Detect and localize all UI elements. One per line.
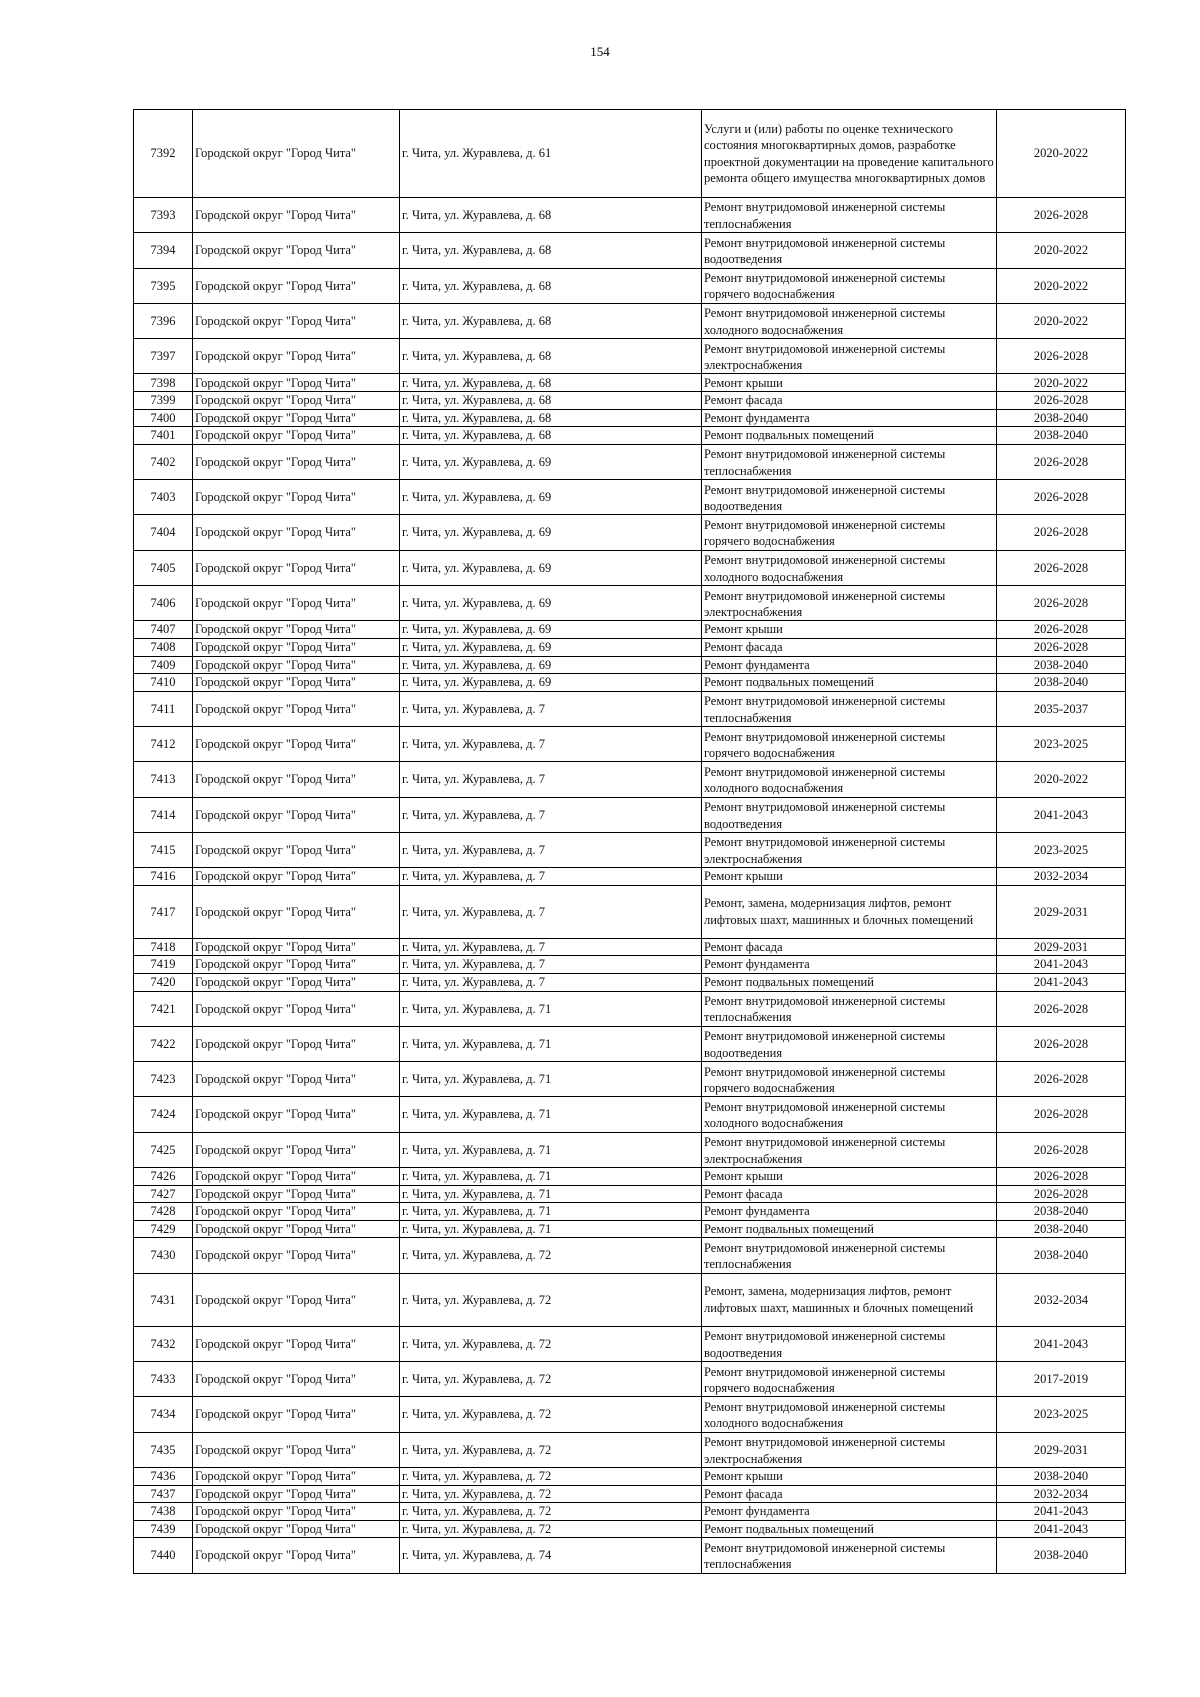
table-row bbox=[134, 586, 1126, 621]
address-cell: г. Чита, ул. Журавлева, д. 7 bbox=[400, 727, 702, 762]
table-row bbox=[134, 268, 1126, 303]
table-row bbox=[134, 938, 1126, 956]
work-type-cell: Ремонт внутридомовой инженерной системы электроснабжения bbox=[702, 339, 997, 374]
table-row bbox=[134, 1273, 1126, 1326]
period-cell: 2038-2040 bbox=[997, 674, 1126, 692]
row-number-cell: 7419 bbox=[134, 956, 193, 974]
address-cell: г. Чита, ул. Журавлева, д. 69 bbox=[400, 674, 702, 692]
row-number-cell: 7435 bbox=[134, 1432, 193, 1467]
table-row bbox=[134, 1132, 1126, 1167]
table-row bbox=[134, 198, 1126, 233]
work-type-cell: Ремонт фасада bbox=[702, 1185, 997, 1203]
row-number-cell: 7421 bbox=[134, 991, 193, 1026]
row-number-cell: 7427 bbox=[134, 1185, 193, 1203]
address-cell: г. Чита, ул. Журавлева, д. 71 bbox=[400, 1220, 702, 1238]
municipality-cell: Городской округ "Город Чита" bbox=[193, 1238, 400, 1273]
period-cell: 2026-2028 bbox=[997, 1062, 1126, 1097]
row-number-cell: 7425 bbox=[134, 1132, 193, 1167]
period-cell: 2038-2040 bbox=[997, 1238, 1126, 1273]
row-number-cell: 7415 bbox=[134, 832, 193, 867]
address-cell: г. Чита, ул. Журавлева, д. 72 bbox=[400, 1273, 702, 1326]
address-cell: г. Чита, ул. Журавлева, д. 7 bbox=[400, 938, 702, 956]
period-cell: 2023-2025 bbox=[997, 1397, 1126, 1432]
municipality-cell: Городской округ "Город Чита" bbox=[193, 1362, 400, 1397]
municipality-cell: Городской округ "Город Чита" bbox=[193, 1467, 400, 1485]
table-row bbox=[134, 868, 1126, 886]
table-row bbox=[134, 480, 1126, 515]
period-cell: 2026-2028 bbox=[997, 1168, 1126, 1186]
address-cell: г. Чита, ул. Журавлева, д. 68 bbox=[400, 374, 702, 392]
table-row bbox=[134, 1203, 1126, 1221]
period-cell: 2026-2028 bbox=[997, 991, 1126, 1026]
address-cell: г. Чита, ул. Журавлева, д. 68 bbox=[400, 268, 702, 303]
municipality-cell: Городской округ "Город Чита" bbox=[193, 797, 400, 832]
municipality-cell: Городской округ "Город Чита" bbox=[193, 198, 400, 233]
work-type-cell: Ремонт крыши bbox=[702, 621, 997, 639]
work-type-cell: Ремонт внутридомовой инженерной системы холодного водоснабжения bbox=[702, 1397, 997, 1432]
address-cell: г. Чита, ул. Журавлева, д. 72 bbox=[400, 1503, 702, 1521]
period-cell: 2020-2022 bbox=[997, 268, 1126, 303]
municipality-cell: Городской округ "Город Чита" bbox=[193, 1168, 400, 1186]
table-row bbox=[134, 1362, 1126, 1397]
work-type-cell: Ремонт внутридомовой инженерной системы теплоснабжения bbox=[702, 1238, 997, 1273]
work-type-cell: Ремонт внутридомовой инженерной системы горячего водоснабжения bbox=[702, 1362, 997, 1397]
municipality-cell: Городской округ "Город Чита" bbox=[193, 973, 400, 991]
municipality-cell: Городской округ "Город Чита" bbox=[193, 868, 400, 886]
table-row bbox=[134, 1520, 1126, 1538]
work-type-cell: Ремонт подвальных помещений bbox=[702, 674, 997, 692]
row-number-cell: 7408 bbox=[134, 638, 193, 656]
address-cell: г. Чита, ул. Журавлева, д. 61 bbox=[400, 110, 702, 198]
period-cell: 2041-2043 bbox=[997, 973, 1126, 991]
table-row bbox=[134, 973, 1126, 991]
row-number-cell: 7432 bbox=[134, 1326, 193, 1361]
row-number-cell: 7392 bbox=[134, 110, 193, 198]
work-type-cell: Ремонт, замена, модернизация лифтов, ремонт лифтовых шахт, машинных и блочных помещений bbox=[702, 1273, 997, 1326]
row-number-cell: 7405 bbox=[134, 550, 193, 585]
work-type-cell: Ремонт внутридомовой инженерной системы горячего водоснабжения bbox=[702, 515, 997, 550]
work-type-cell: Ремонт подвальных помещений bbox=[702, 1520, 997, 1538]
table-row bbox=[134, 444, 1126, 479]
period-cell: 2038-2040 bbox=[997, 1467, 1126, 1485]
table-row bbox=[134, 1238, 1126, 1273]
row-number-cell: 7433 bbox=[134, 1362, 193, 1397]
work-type-cell: Ремонт внутридомовой инженерной системы теплоснабжения bbox=[702, 691, 997, 726]
municipality-cell: Городской округ "Город Чита" bbox=[193, 1273, 400, 1326]
row-number-cell: 7423 bbox=[134, 1062, 193, 1097]
table-row bbox=[134, 991, 1126, 1026]
row-number-cell: 7403 bbox=[134, 480, 193, 515]
work-type-cell: Ремонт внутридомовой инженерной системы теплоснабжения bbox=[702, 198, 997, 233]
municipality-cell: Городской округ "Город Чита" bbox=[193, 1203, 400, 1221]
table-row bbox=[134, 1485, 1126, 1503]
address-cell: г. Чита, ул. Журавлева, д. 71 bbox=[400, 991, 702, 1026]
row-number-cell: 7438 bbox=[134, 1503, 193, 1521]
address-cell: г. Чита, ул. Журавлева, д. 69 bbox=[400, 480, 702, 515]
period-cell: 2026-2028 bbox=[997, 1132, 1126, 1167]
work-type-cell: Ремонт внутридомовой инженерной системы горячего водоснабжения bbox=[702, 1062, 997, 1097]
repair-schedule-table bbox=[133, 109, 1126, 1574]
period-cell: 2032-2034 bbox=[997, 1273, 1126, 1326]
table-row bbox=[134, 515, 1126, 550]
municipality-cell: Городской округ "Город Чита" bbox=[193, 339, 400, 374]
address-cell: г. Чита, ул. Журавлева, д. 71 bbox=[400, 1132, 702, 1167]
period-cell: 2038-2040 bbox=[997, 427, 1126, 445]
address-cell: г. Чита, ул. Журавлева, д. 7 bbox=[400, 973, 702, 991]
work-type-cell: Ремонт внутридомовой инженерной системы водоотведения bbox=[702, 1026, 997, 1061]
row-number-cell: 7400 bbox=[134, 409, 193, 427]
period-cell: 2020-2022 bbox=[997, 110, 1126, 198]
period-cell: 2026-2028 bbox=[997, 339, 1126, 374]
table-row bbox=[134, 233, 1126, 268]
address-cell: г. Чита, ул. Журавлева, д. 72 bbox=[400, 1520, 702, 1538]
work-type-cell: Ремонт внутридомовой инженерной системы теплоснабжения bbox=[702, 444, 997, 479]
table-row bbox=[134, 392, 1126, 410]
address-cell: г. Чита, ул. Журавлева, д. 68 bbox=[400, 392, 702, 410]
period-cell: 2026-2028 bbox=[997, 1026, 1126, 1061]
address-cell: г. Чита, ул. Журавлева, д. 69 bbox=[400, 515, 702, 550]
table-row bbox=[134, 727, 1126, 762]
row-number-cell: 7417 bbox=[134, 885, 193, 938]
address-cell: г. Чита, ул. Журавлева, д. 69 bbox=[400, 586, 702, 621]
work-type-cell: Ремонт внутридомовой инженерной системы электроснабжения bbox=[702, 1132, 997, 1167]
row-number-cell: 7402 bbox=[134, 444, 193, 479]
municipality-cell: Городской округ "Город Чита" bbox=[193, 392, 400, 410]
period-cell: 2026-2028 bbox=[997, 198, 1126, 233]
municipality-cell: Городской округ "Город Чита" bbox=[193, 1132, 400, 1167]
period-cell: 2020-2022 bbox=[997, 374, 1126, 392]
table-row bbox=[134, 1326, 1126, 1361]
work-type-cell: Ремонт крыши bbox=[702, 374, 997, 392]
municipality-cell: Городской округ "Город Чита" bbox=[193, 1026, 400, 1061]
row-number-cell: 7416 bbox=[134, 868, 193, 886]
work-type-cell: Ремонт внутридомовой инженерной системы электроснабжения bbox=[702, 832, 997, 867]
municipality-cell: Городской округ "Город Чита" bbox=[193, 110, 400, 198]
municipality-cell: Городской округ "Город Чита" bbox=[193, 1185, 400, 1203]
work-type-cell: Ремонт внутридомовой инженерной системы водоотведения bbox=[702, 1326, 997, 1361]
work-type-cell: Ремонт внутридомовой инженерной системы водоотведения bbox=[702, 480, 997, 515]
row-number-cell: 7436 bbox=[134, 1467, 193, 1485]
row-number-cell: 7395 bbox=[134, 268, 193, 303]
address-cell: г. Чита, ул. Журавлева, д. 68 bbox=[400, 303, 702, 338]
work-type-cell: Ремонт внутридомовой инженерной системы теплоснабжения bbox=[702, 1538, 997, 1573]
table-row bbox=[134, 409, 1126, 427]
address-cell: г. Чита, ул. Журавлева, д. 68 bbox=[400, 427, 702, 445]
municipality-cell: Городской округ "Город Чита" bbox=[193, 1538, 400, 1573]
row-number-cell: 7412 bbox=[134, 727, 193, 762]
address-cell: г. Чита, ул. Журавлева, д. 69 bbox=[400, 656, 702, 674]
period-cell: 2020-2022 bbox=[997, 233, 1126, 268]
table-row bbox=[134, 339, 1126, 374]
table-row bbox=[134, 303, 1126, 338]
address-cell: г. Чита, ул. Журавлева, д. 7 bbox=[400, 762, 702, 797]
municipality-cell: Городской округ "Город Чита" bbox=[193, 515, 400, 550]
period-cell: 2035-2037 bbox=[997, 691, 1126, 726]
work-type-cell: Ремонт фундамента bbox=[702, 656, 997, 674]
row-number-cell: 7426 bbox=[134, 1168, 193, 1186]
row-number-cell: 7399 bbox=[134, 392, 193, 410]
address-cell: г. Чита, ул. Журавлева, д. 72 bbox=[400, 1432, 702, 1467]
period-cell: 2041-2043 bbox=[997, 1520, 1126, 1538]
period-cell: 2023-2025 bbox=[997, 832, 1126, 867]
row-number-cell: 7397 bbox=[134, 339, 193, 374]
row-number-cell: 7434 bbox=[134, 1397, 193, 1432]
municipality-cell: Городской округ "Город Чита" bbox=[193, 233, 400, 268]
municipality-cell: Городской округ "Город Чита" bbox=[193, 1326, 400, 1361]
table-body bbox=[134, 110, 1126, 1574]
municipality-cell: Городской округ "Город Чита" bbox=[193, 1220, 400, 1238]
row-number-cell: 7411 bbox=[134, 691, 193, 726]
address-cell: г. Чита, ул. Журавлева, д. 71 bbox=[400, 1026, 702, 1061]
municipality-cell: Городской округ "Город Чита" bbox=[193, 727, 400, 762]
municipality-cell: Городской округ "Город Чита" bbox=[193, 409, 400, 427]
work-type-cell: Ремонт, замена, модернизация лифтов, ремонт лифтовых шахт, машинных и блочных помещений bbox=[702, 885, 997, 938]
municipality-cell: Городской округ "Город Чита" bbox=[193, 1432, 400, 1467]
row-number-cell: 7424 bbox=[134, 1097, 193, 1132]
address-cell: г. Чита, ул. Журавлева, д. 69 bbox=[400, 638, 702, 656]
address-cell: г. Чита, ул. Журавлева, д. 71 bbox=[400, 1203, 702, 1221]
municipality-cell: Городской округ "Город Чита" bbox=[193, 991, 400, 1026]
table-row bbox=[134, 427, 1126, 445]
period-cell: 2041-2043 bbox=[997, 1503, 1126, 1521]
table-row bbox=[134, 1220, 1126, 1238]
row-number-cell: 7407 bbox=[134, 621, 193, 639]
period-cell: 2023-2025 bbox=[997, 727, 1126, 762]
municipality-cell: Городской округ "Город Чита" bbox=[193, 427, 400, 445]
period-cell: 2026-2028 bbox=[997, 550, 1126, 585]
address-cell: г. Чита, ул. Журавлева, д. 7 bbox=[400, 832, 702, 867]
work-type-cell: Ремонт фундамента bbox=[702, 1203, 997, 1221]
period-cell: 2038-2040 bbox=[997, 656, 1126, 674]
work-type-cell: Ремонт внутридомовой инженерной системы водоотведения bbox=[702, 233, 997, 268]
period-cell: 2038-2040 bbox=[997, 409, 1126, 427]
row-number-cell: 7404 bbox=[134, 515, 193, 550]
row-number-cell: 7430 bbox=[134, 1238, 193, 1273]
period-cell: 2026-2028 bbox=[997, 638, 1126, 656]
table-row bbox=[134, 1397, 1126, 1432]
municipality-cell: Городской округ "Город Чита" bbox=[193, 303, 400, 338]
table-row bbox=[134, 832, 1126, 867]
period-cell: 2032-2034 bbox=[997, 868, 1126, 886]
address-cell: г. Чита, ул. Журавлева, д. 7 bbox=[400, 797, 702, 832]
municipality-cell: Городской округ "Город Чита" bbox=[193, 691, 400, 726]
municipality-cell: Городской округ "Город Чита" bbox=[193, 832, 400, 867]
address-cell: г. Чита, ул. Журавлева, д. 71 bbox=[400, 1062, 702, 1097]
table-row bbox=[134, 638, 1126, 656]
row-number-cell: 7394 bbox=[134, 233, 193, 268]
table-row bbox=[134, 656, 1126, 674]
table-row bbox=[134, 1467, 1126, 1485]
table-row bbox=[134, 885, 1126, 938]
municipality-cell: Городской округ "Город Чита" bbox=[193, 762, 400, 797]
row-number-cell: 7439 bbox=[134, 1520, 193, 1538]
work-type-cell: Ремонт внутридомовой инженерной системы горячего водоснабжения bbox=[702, 268, 997, 303]
period-cell: 2038-2040 bbox=[997, 1203, 1126, 1221]
table-row bbox=[134, 550, 1126, 585]
address-cell: г. Чита, ул. Журавлева, д. 72 bbox=[400, 1362, 702, 1397]
row-number-cell: 7410 bbox=[134, 674, 193, 692]
row-number-cell: 7393 bbox=[134, 198, 193, 233]
row-number-cell: 7429 bbox=[134, 1220, 193, 1238]
table-row bbox=[134, 691, 1126, 726]
period-cell: 2041-2043 bbox=[997, 956, 1126, 974]
work-type-cell: Ремонт крыши bbox=[702, 868, 997, 886]
period-cell: 2041-2043 bbox=[997, 797, 1126, 832]
work-type-cell: Ремонт внутридомовой инженерной системы холодного водоснабжения bbox=[702, 303, 997, 338]
work-type-cell: Ремонт фундамента bbox=[702, 409, 997, 427]
address-cell: г. Чита, ул. Журавлева, д. 7 bbox=[400, 691, 702, 726]
municipality-cell: Городской округ "Город Чита" bbox=[193, 938, 400, 956]
work-type-cell: Услуги и (или) работы по оценке технического состояния многоквартирных домов, разработке проектной документации на проведение капитального ремонта общего имущества многоквартирных домов bbox=[702, 110, 997, 198]
table-row bbox=[134, 1168, 1126, 1186]
period-cell: 2026-2028 bbox=[997, 444, 1126, 479]
period-cell: 2029-2031 bbox=[997, 938, 1126, 956]
row-number-cell: 7401 bbox=[134, 427, 193, 445]
work-type-cell: Ремонт фасада bbox=[702, 392, 997, 410]
period-cell: 2026-2028 bbox=[997, 1185, 1126, 1203]
municipality-cell: Городской округ "Город Чита" bbox=[193, 1097, 400, 1132]
municipality-cell: Городской округ "Город Чита" bbox=[193, 1397, 400, 1432]
row-number-cell: 7418 bbox=[134, 938, 193, 956]
municipality-cell: Городской округ "Город Чита" bbox=[193, 444, 400, 479]
address-cell: г. Чита, ул. Журавлева, д. 71 bbox=[400, 1097, 702, 1132]
municipality-cell: Городской округ "Город Чита" bbox=[193, 480, 400, 515]
work-type-cell: Ремонт фундамента bbox=[702, 1503, 997, 1521]
work-type-cell: Ремонт внутридомовой инженерной системы холодного водоснабжения bbox=[702, 762, 997, 797]
row-number-cell: 7398 bbox=[134, 374, 193, 392]
period-cell: 2038-2040 bbox=[997, 1220, 1126, 1238]
address-cell: г. Чита, ул. Журавлева, д. 72 bbox=[400, 1326, 702, 1361]
table-row bbox=[134, 1026, 1126, 1061]
period-cell: 2041-2043 bbox=[997, 1326, 1126, 1361]
work-type-cell: Ремонт подвальных помещений bbox=[702, 1220, 997, 1238]
address-cell: г. Чита, ул. Журавлева, д. 72 bbox=[400, 1467, 702, 1485]
period-cell: 2026-2028 bbox=[997, 621, 1126, 639]
row-number-cell: 7437 bbox=[134, 1485, 193, 1503]
municipality-cell: Городской округ "Город Чита" bbox=[193, 550, 400, 585]
page-number: 154 bbox=[590, 44, 610, 59]
municipality-cell: Городской округ "Город Чита" bbox=[193, 885, 400, 938]
address-cell: г. Чита, ул. Журавлева, д. 68 bbox=[400, 409, 702, 427]
municipality-cell: Городской округ "Город Чита" bbox=[193, 674, 400, 692]
municipality-cell: Городской округ "Город Чита" bbox=[193, 586, 400, 621]
period-cell: 2038-2040 bbox=[997, 1538, 1126, 1573]
table-row bbox=[134, 1538, 1126, 1573]
address-cell: г. Чита, ул. Журавлева, д. 68 bbox=[400, 233, 702, 268]
address-cell: г. Чита, ул. Журавлева, д. 71 bbox=[400, 1168, 702, 1186]
address-cell: г. Чита, ул. Журавлева, д. 7 bbox=[400, 868, 702, 886]
work-type-cell: Ремонт внутридомовой инженерной системы электроснабжения bbox=[702, 1432, 997, 1467]
row-number-cell: 7396 bbox=[134, 303, 193, 338]
period-cell: 2029-2031 bbox=[997, 885, 1126, 938]
address-cell: г. Чита, ул. Журавлева, д. 71 bbox=[400, 1185, 702, 1203]
address-cell: г. Чита, ул. Журавлева, д. 72 bbox=[400, 1238, 702, 1273]
address-cell: г. Чита, ул. Журавлева, д. 69 bbox=[400, 550, 702, 585]
period-cell: 2017-2019 bbox=[997, 1362, 1126, 1397]
work-type-cell: Ремонт подвальных помещений bbox=[702, 973, 997, 991]
table-row bbox=[134, 110, 1126, 198]
table-row bbox=[134, 374, 1126, 392]
table-row bbox=[134, 1062, 1126, 1097]
row-number-cell: 7414 bbox=[134, 797, 193, 832]
work-type-cell: Ремонт внутридомовой инженерной системы холодного водоснабжения bbox=[702, 1097, 997, 1132]
municipality-cell: Городской округ "Город Чита" bbox=[193, 1062, 400, 1097]
work-type-cell: Ремонт внутридомовой инженерной системы электроснабжения bbox=[702, 586, 997, 621]
work-type-cell: Ремонт крыши bbox=[702, 1168, 997, 1186]
work-type-cell: Ремонт внутридомовой инженерной системы холодного водоснабжения bbox=[702, 550, 997, 585]
municipality-cell: Городской округ "Город Чита" bbox=[193, 956, 400, 974]
municipality-cell: Городской округ "Город Чита" bbox=[193, 268, 400, 303]
municipality-cell: Городской округ "Город Чита" bbox=[193, 1485, 400, 1503]
address-cell: г. Чита, ул. Журавлева, д. 7 bbox=[400, 885, 702, 938]
period-cell: 2020-2022 bbox=[997, 762, 1126, 797]
period-cell: 2026-2028 bbox=[997, 515, 1126, 550]
row-number-cell: 7420 bbox=[134, 973, 193, 991]
work-type-cell: Ремонт внутридомовой инженерной системы водоотведения bbox=[702, 797, 997, 832]
address-cell: г. Чита, ул. Журавлева, д. 69 bbox=[400, 621, 702, 639]
municipality-cell: Городской округ "Город Чита" bbox=[193, 374, 400, 392]
work-type-cell: Ремонт фундамента bbox=[702, 956, 997, 974]
address-cell: г. Чита, ул. Журавлева, д. 74 bbox=[400, 1538, 702, 1573]
address-cell: г. Чита, ул. Журавлева, д. 72 bbox=[400, 1485, 702, 1503]
municipality-cell: Городской округ "Город Чита" bbox=[193, 638, 400, 656]
row-number-cell: 7422 bbox=[134, 1026, 193, 1061]
work-type-cell: Ремонт фасада bbox=[702, 1485, 997, 1503]
table-row bbox=[134, 762, 1126, 797]
period-cell: 2026-2028 bbox=[997, 586, 1126, 621]
table-row bbox=[134, 674, 1126, 692]
row-number-cell: 7440 bbox=[134, 1538, 193, 1573]
address-cell: г. Чита, ул. Журавлева, д. 69 bbox=[400, 444, 702, 479]
municipality-cell: Городской округ "Город Чита" bbox=[193, 656, 400, 674]
row-number-cell: 7413 bbox=[134, 762, 193, 797]
work-type-cell: Ремонт подвальных помещений bbox=[702, 427, 997, 445]
period-cell: 2026-2028 bbox=[997, 1097, 1126, 1132]
table-row bbox=[134, 1432, 1126, 1467]
row-number-cell: 7431 bbox=[134, 1273, 193, 1326]
table-row bbox=[134, 1503, 1126, 1521]
address-cell: г. Чита, ул. Журавлева, д. 7 bbox=[400, 956, 702, 974]
municipality-cell: Городской округ "Город Чита" bbox=[193, 1520, 400, 1538]
municipality-cell: Городской округ "Город Чита" bbox=[193, 621, 400, 639]
work-type-cell: Ремонт внутридомовой инженерной системы теплоснабжения bbox=[702, 991, 997, 1026]
address-cell: г. Чита, ул. Журавлева, д. 68 bbox=[400, 198, 702, 233]
row-number-cell: 7406 bbox=[134, 586, 193, 621]
work-type-cell: Ремонт внутридомовой инженерной системы горячего водоснабжения bbox=[702, 727, 997, 762]
municipality-cell: Городской округ "Город Чита" bbox=[193, 1503, 400, 1521]
table-row bbox=[134, 797, 1126, 832]
work-type-cell: Ремонт фасада bbox=[702, 638, 997, 656]
period-cell: 2020-2022 bbox=[997, 303, 1126, 338]
work-type-cell: Ремонт крыши bbox=[702, 1467, 997, 1485]
row-number-cell: 7409 bbox=[134, 656, 193, 674]
work-type-cell: Ремонт фасада bbox=[702, 938, 997, 956]
table-row bbox=[134, 1185, 1126, 1203]
table-row bbox=[134, 621, 1126, 639]
period-cell: 2026-2028 bbox=[997, 392, 1126, 410]
address-cell: г. Чита, ул. Журавлева, д. 68 bbox=[400, 339, 702, 374]
period-cell: 2029-2031 bbox=[997, 1432, 1126, 1467]
row-number-cell: 7428 bbox=[134, 1203, 193, 1221]
period-cell: 2032-2034 bbox=[997, 1485, 1126, 1503]
table-row bbox=[134, 1097, 1126, 1132]
period-cell: 2026-2028 bbox=[997, 480, 1126, 515]
table-row bbox=[134, 956, 1126, 974]
address-cell: г. Чита, ул. Журавлева, д. 72 bbox=[400, 1397, 702, 1432]
